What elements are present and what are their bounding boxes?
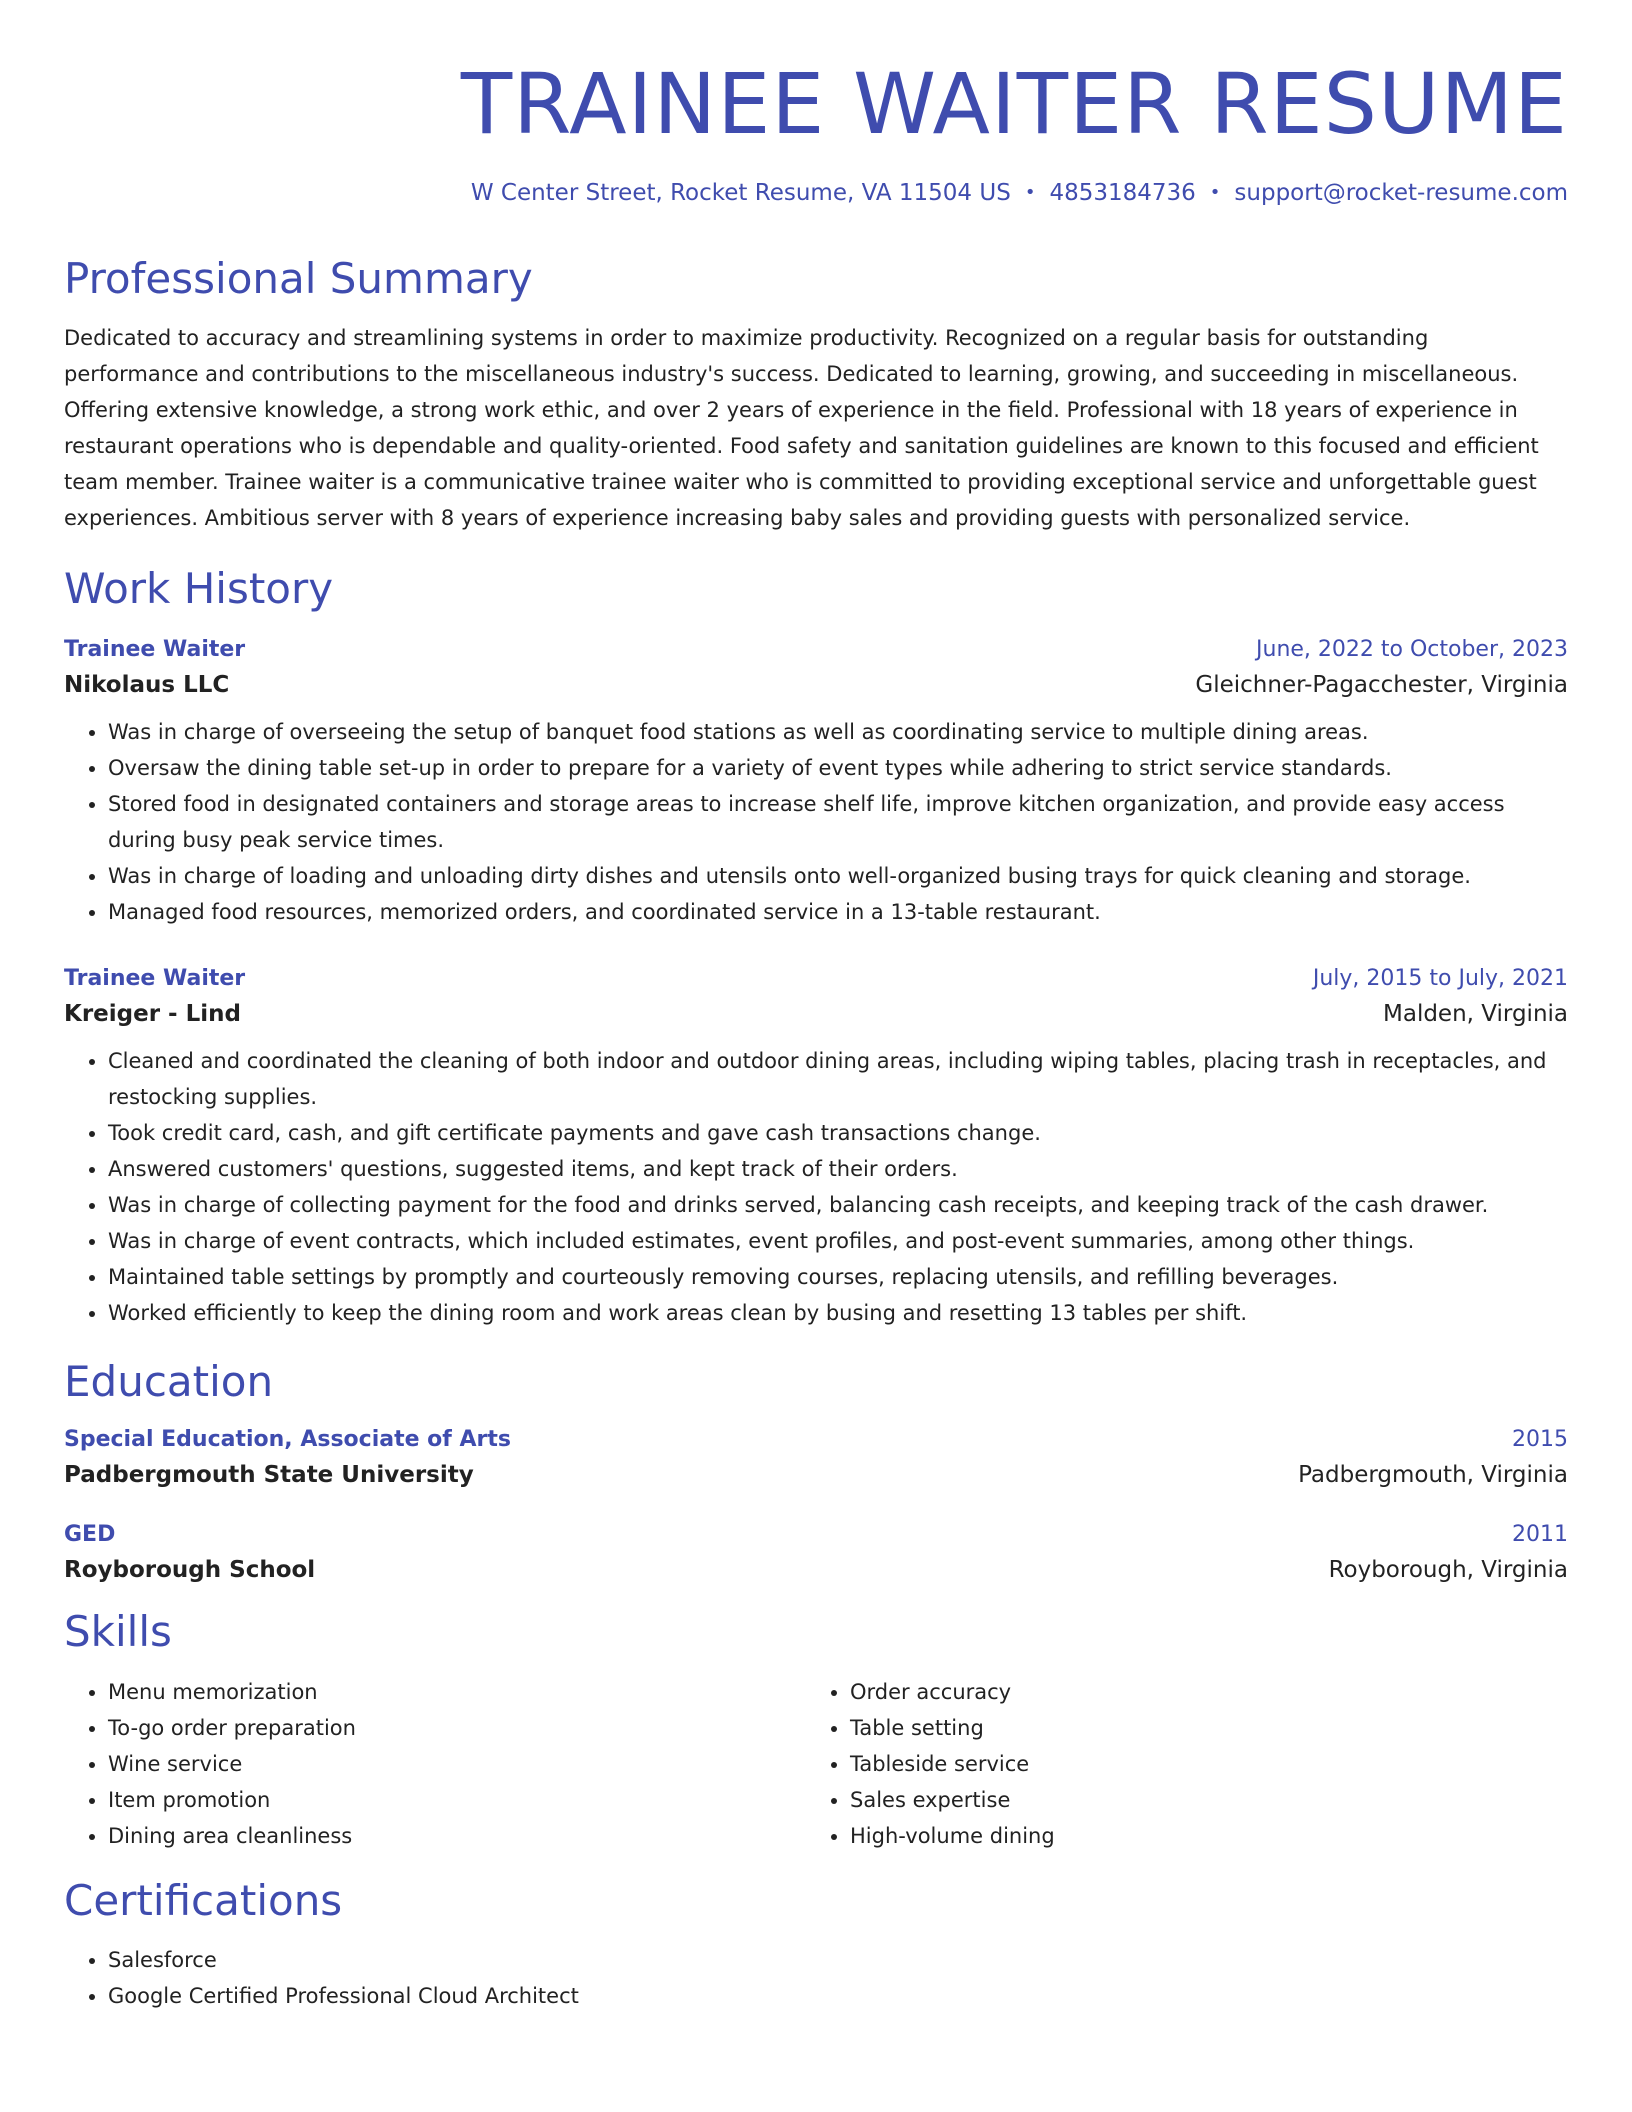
skill-item: • Sales expertise [850, 1782, 1548, 1818]
job-bullet: • Managed food resources, memorized orders, and coordinated service in a 13-table restaurant. [108, 894, 1568, 930]
job-bullet: • Took credit card, cash, and gift certificate payments and gave cash transactions change. [108, 1115, 1568, 1151]
education-location: Royborough, Virginia [1328, 1557, 1568, 1584]
education-header-row [64, 1522, 1568, 1547]
resume-page [64, 0, 1568, 2014]
job-header-row [64, 966, 1568, 991]
skill-item: • To-go order preparation [108, 1710, 806, 1746]
job-header-row [64, 637, 1568, 662]
skill-item: • Tableside service [850, 1746, 1548, 1782]
job-dates: July, 2015 to July, 2021 [1312, 965, 1568, 991]
job-company: Kreiger - Lind [64, 1000, 241, 1027]
certifications-list [64, 1942, 1568, 2014]
summary-text: Dedicated to accuracy and streamlining systems in order to maximize productivity. Recognized on a regular basis for outstanding performance and contributions to the miscellaneous industry's success. Dedicated to learning, growing, and succeeding in miscellaneous. Offering extensive knowledge, a strong work ethic, and over 2 years of experience in the field. Professional with 18 years of experience in restaurant operations who is dependable and quality-oriented. Food safety and sanitation guidelines are known to this focused and efficient team member. Trainee waiter is a communicative trainee waiter who is committed to providing exceptional service and unforgettable guest experiences. Ambitious server with 8 years of experience increasing baby sales and providing guests with personalized service. [64, 326, 1539, 531]
certifications-heading: Certifications [64, 1875, 343, 1925]
certification-item: • Google Certified Professional Cloud Architect [108, 1978, 1568, 2014]
certification-item: • Salesforce [108, 1942, 1568, 1978]
job-bullet: • Was in charge of loading and unloading dirty dishes and utensils onto well-organized busing trays for quick cleaning and storage. [108, 858, 1568, 894]
skill-item: • Item promotion [108, 1782, 806, 1818]
resume-title: TRAINEE WAITER RESUME [460, 55, 1568, 153]
job-role: Trainee Waiter [64, 636, 246, 662]
education-heading: Education [64, 1356, 274, 1406]
skills-heading: Skills [64, 1607, 172, 1657]
education-entry [64, 1522, 1568, 1583]
job-bullets [64, 714, 1568, 930]
contact-address: W Center Street, Rocket Resume, VA 11504 US [470, 180, 1011, 206]
job-bullet: • Cleaned and coordinated the cleaning of both indoor and outdoor dining areas, including wiping tables, placing trash in receptacles, and restocking supplies. [108, 1043, 1568, 1115]
job-role: Trainee Waiter [64, 965, 246, 991]
education-degree: GED [64, 1522, 116, 1548]
contact-separator: • [1209, 182, 1221, 203]
education-degree: Special Education, Associate of Arts [64, 1427, 512, 1453]
skills-list-left [64, 1674, 806, 1854]
skill-item: • Table setting [850, 1710, 1548, 1746]
education-header-row [64, 1427, 1568, 1452]
job-entry [64, 637, 1568, 930]
skills-columns [64, 1674, 1568, 1854]
education-school-row [64, 1557, 1568, 1583]
contact-separator: • [1024, 182, 1036, 203]
education-school-row [64, 1462, 1568, 1488]
job-bullet: • Was in charge of collecting payment for the food and drinks served, balancing cash receipts, and keeping track of the cash drawer. [108, 1187, 1568, 1223]
job-location: Malden, Virginia [1383, 1000, 1568, 1027]
job-bullet: • Oversaw the dining table set-up in order to prepare for a variety of event types while adhering to strict service standards. [108, 750, 1568, 786]
skill-item: • High-volume dining [850, 1818, 1548, 1854]
job-bullet: • Worked efficiently to keep the dining room and work areas clean by busing and resetting 13 tables per shift. [108, 1295, 1568, 1331]
job-location: Gleichner-Pagacchester, Virginia [1195, 671, 1568, 698]
summary-heading: Professional Summary [64, 254, 533, 303]
contact-line [64, 180, 1568, 206]
job-bullet: • Was in charge of overseeing the setup of banquet food stations as well as coordinating service to multiple dining areas. [108, 714, 1568, 750]
education-entry [64, 1427, 1568, 1488]
education-year: 2015 [1512, 1427, 1568, 1453]
skill-item: • Wine service [108, 1746, 806, 1782]
education-school: Royborough School [64, 1557, 316, 1584]
job-company-row [64, 672, 1568, 698]
education-school: Padbergmouth State University [64, 1462, 474, 1489]
skill-item: • Menu memorization [108, 1674, 806, 1710]
job-entry [64, 966, 1568, 1331]
work-history-heading: Work History [64, 564, 334, 614]
job-bullet: • Answered customers' questions, suggested items, and kept track of their orders. [108, 1151, 1568, 1187]
job-bullet: • Stored food in designated containers and storage areas to increase shelf life, improve kitchen organization, and provide easy access during busy peak service times. [108, 786, 1568, 858]
job-bullet: • Maintained table settings by promptly and courteously removing courses, replacing utensils, and refilling beverages. [108, 1259, 1568, 1295]
job-company: Nikolaus LLC [64, 671, 230, 698]
job-bullets [64, 1043, 1568, 1331]
job-company-row [64, 1001, 1568, 1027]
skill-item: • Order accuracy [850, 1674, 1548, 1710]
education-year: 2011 [1512, 1522, 1568, 1548]
contact-email: support@rocket-resume.com [1234, 180, 1568, 206]
contact-phone: 4853184736 [1049, 180, 1196, 206]
job-bullet: • Was in charge of event contracts, which included estimates, event profiles, and post-event summaries, among other things. [108, 1223, 1568, 1259]
skills-list-right [806, 1674, 1548, 1854]
job-dates: June, 2022 to October, 2023 [1256, 636, 1568, 662]
skill-item: • Dining area cleanliness [108, 1818, 806, 1854]
education-location: Padbergmouth, Virginia [1298, 1462, 1568, 1489]
